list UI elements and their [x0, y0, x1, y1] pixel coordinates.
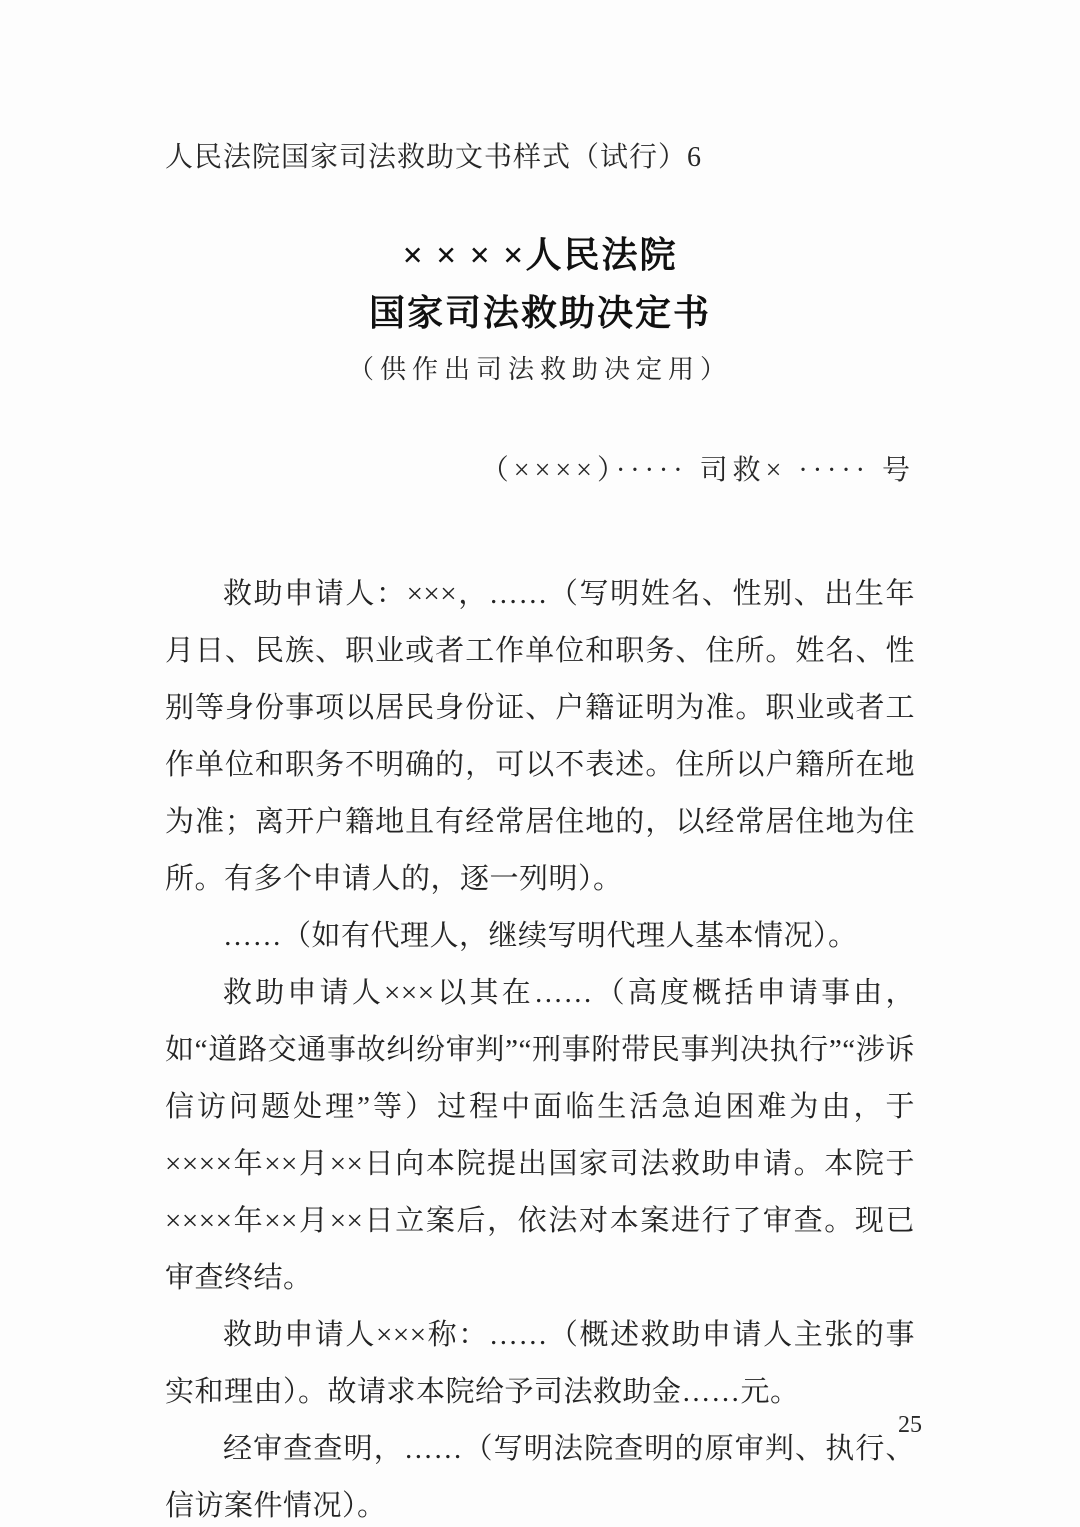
- court-name-title: × × × ×人民法院: [402, 235, 678, 275]
- title-block: [165, 226, 915, 342]
- document-body: [165, 566, 915, 1527]
- body-paragraph: 救助申请人×××称：……（概述救助申请人主张的事实和理由）。故请求本院给予司法救助金……元。: [165, 1319, 915, 1408]
- document-series-header: 人民法院国家司法救助文书样式（试行）6: [165, 142, 703, 173]
- document-type-title: 国家司法救助决定书: [368, 293, 711, 333]
- body-paragraph: 经审查查明，……（写明法院查明的原审判、执行、信访案件情况）。: [165, 1433, 915, 1522]
- body-paragraph: ……（如有代理人，继续写明代理人基本情况）。: [223, 920, 858, 952]
- usage-note: （供作出司法救助决定用）: [347, 355, 732, 384]
- page-number: 25: [898, 1412, 922, 1438]
- body-paragraph: 救助申请人×××以其在……（高度概括申请事由，如“道路交通事故纠纷审判”“刑事附带民事判决执行”“涉诉信访问题处理”等）过程中面临生活急迫困难为由，于××××年××月××日向本院提出国家司法救助申请。本院于××××年××月××日立案后，依法对本案进行了审查。现已审查终结。: [165, 977, 915, 1294]
- body-paragraph: 救助申请人：×××，……（写明姓名、性别、出生年月日、民族、职业或者工作单位和职务、住所。姓名、性别等身份事项以居民身份证、户籍证明为准。职业或者工作单位和职务不明确的，可以不表述。住所以户籍所在地为准；离开户籍地且有经常居住地的，以经常居住地为住所。有多个申请人的，逐一列明）。: [165, 578, 915, 895]
- case-number: （××××）····· 司救× ····· 号: [480, 455, 915, 486]
